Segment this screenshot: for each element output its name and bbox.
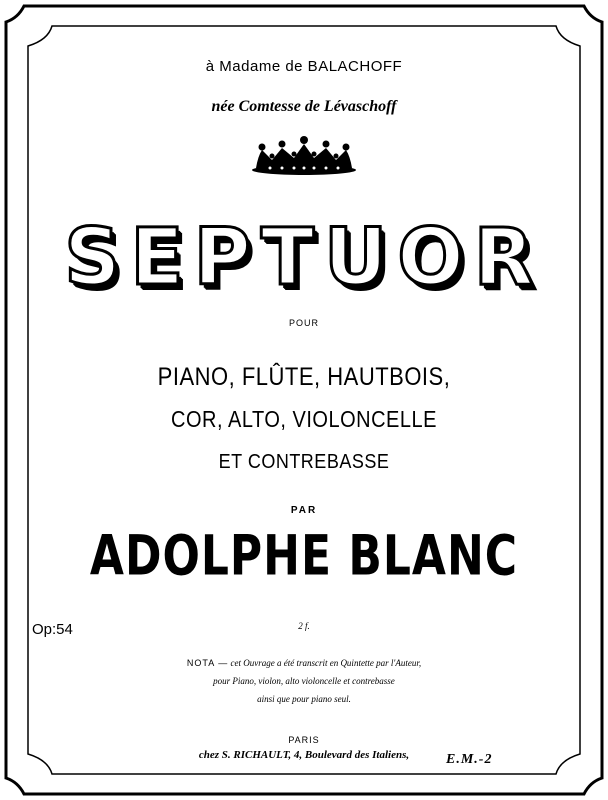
pour-label: POUR [288, 318, 319, 328]
instrumentation-line-3: ET CONTREBASSE [218, 449, 390, 473]
instrumentation-line-2: COR, ALTO, VIOLONCELLE [171, 407, 437, 433]
nota-line-2: pour Piano, violon, alto violoncelle et contrebasse [213, 676, 395, 686]
par-label: PAR [290, 505, 318, 516]
plate-number: E.M.-2 [446, 752, 493, 767]
dedicatee-birth-name: née Comtesse de Lévaschoff [211, 98, 397, 115]
work-title: SEPTUOR [64, 213, 544, 303]
instrumentation-line-1: PIANO, FLÛTE, HAUTBOIS, [157, 362, 451, 391]
publisher-address: chez S. RICHAULT, 4, Boulevard des Italiens, [198, 749, 410, 761]
nota-line-3: ainsi que pour piano seul. [257, 694, 351, 704]
imprint-city: PARIS [288, 735, 320, 745]
nota-line-1 [0, 658, 608, 668]
opus-number: Op:54 [32, 621, 73, 638]
nota-label: NOTA — [186, 658, 229, 668]
composer-name: ADOLPHE BLANC [89, 524, 519, 589]
crown-icon [248, 130, 360, 176]
price: 2 f. [298, 621, 310, 631]
dedication: à Madame de BALACHOFF [205, 58, 403, 75]
nota-text-1: cet Ouvrage a été transcrit en Quintette par l'Auteur, [230, 658, 422, 668]
